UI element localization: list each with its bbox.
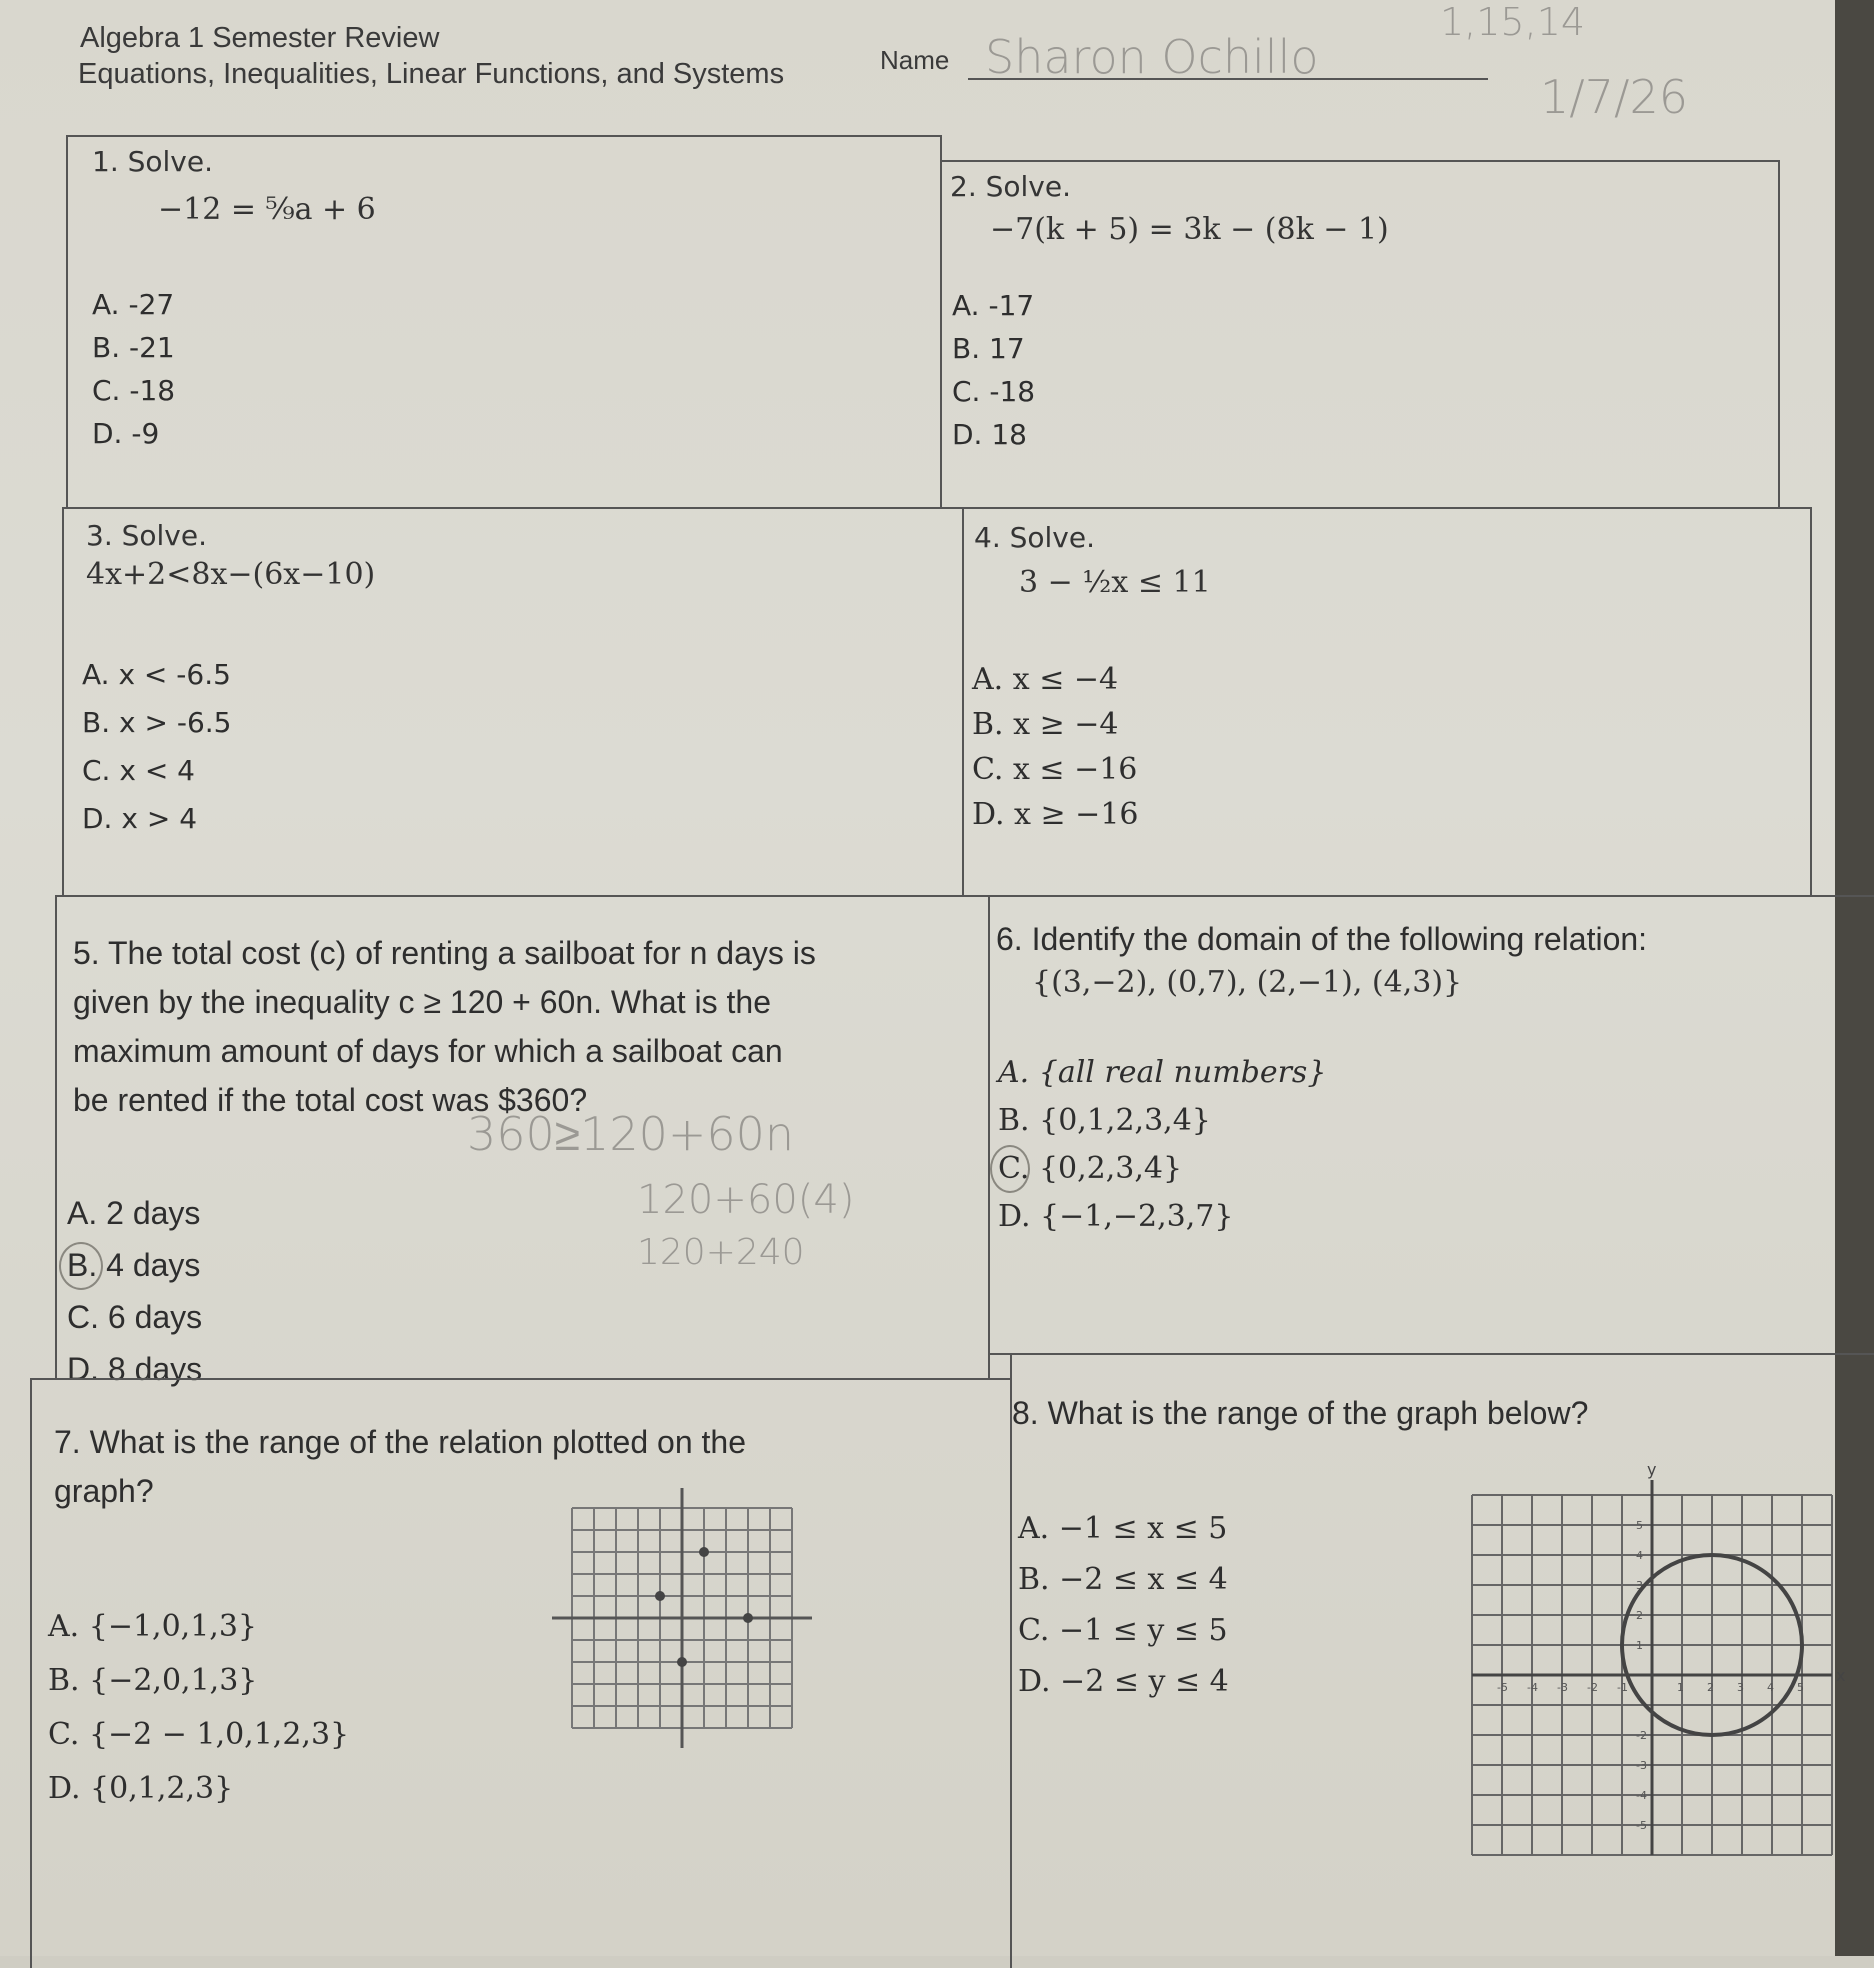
- question-6-relation: {(3,−2), (0,7), (2,−1), (4,3)}: [1032, 965, 1463, 1000]
- answer-circle-c: [990, 1145, 1030, 1193]
- option-b[interactable]: B. {0,1,2,3,4}: [998, 1103, 1211, 1138]
- x-tick-label: -5: [1497, 1681, 1508, 1694]
- option-a[interactable]: A. x ≤ −4: [972, 662, 1119, 697]
- y-tick-label: -3: [1636, 1759, 1647, 1772]
- answer-circle-b: [59, 1242, 103, 1290]
- question-8-prompt: 8. What is the range of the graph below?: [1012, 1395, 1589, 1431]
- option-c[interactable]: C. {0,2,3,4}: [998, 1151, 1183, 1186]
- option-b[interactable]: B. {−2,0,1,3}: [48, 1663, 258, 1698]
- option-d[interactable]: D. {−1,−2,3,7}: [998, 1199, 1234, 1234]
- worksheet-subtitle: Equations, Inequalities, Linear Functions, and Systems: [78, 58, 785, 90]
- y-tick-label: 3: [1636, 1579, 1643, 1592]
- x-tick-label: -3: [1557, 1681, 1568, 1694]
- question-6-cell: [988, 895, 1874, 1355]
- question-2-cell: [940, 160, 1780, 509]
- option-c[interactable]: C. -18: [952, 375, 1036, 408]
- question-1-prompt: 1. Solve.: [92, 145, 213, 178]
- option-a[interactable]: A. {−1,0,1,3}: [48, 1609, 258, 1644]
- option-d[interactable]: D. −2 ≤ y ≤ 4: [1018, 1664, 1229, 1699]
- question-4-prompt: 4. Solve.: [974, 521, 1095, 554]
- option-b[interactable]: B. -21: [92, 331, 175, 364]
- question-7-graph: [552, 1488, 812, 1748]
- question-4-cell: [962, 507, 1812, 897]
- question-5-prompt-line: 5. The total cost (c) of renting a sailboat for n days is: [73, 935, 816, 971]
- x-tick-label: 2: [1707, 1681, 1714, 1694]
- question-7-prompt-line: 7. What is the range of the relation plotted on the: [54, 1424, 746, 1460]
- question-5-prompt-line: given by the inequality c ≥ 120 + 60n. What is the: [73, 984, 771, 1020]
- x-tick-label: 3: [1737, 1681, 1744, 1694]
- question-7-cell: [30, 1378, 1012, 1968]
- handwritten-work: 120+240: [637, 1232, 805, 1273]
- option-a[interactable]: A. −1 ≤ x ≤ 5: [1018, 1511, 1228, 1546]
- option-c[interactable]: C. x ≤ −16: [972, 752, 1138, 787]
- question-3-equation: 4x+2<8x−(6x−10): [86, 557, 376, 592]
- question-1-cell: [66, 135, 942, 509]
- option-b[interactable]: B. 17: [952, 332, 1025, 365]
- option-d[interactable]: D. {0,1,2,3}: [48, 1771, 234, 1806]
- question-3-cell: [62, 507, 964, 897]
- option-d[interactable]: D. x > 4: [82, 802, 198, 835]
- question-8-graph: [1462, 1450, 1846, 1870]
- option-a[interactable]: A. -27: [92, 288, 175, 321]
- handwritten-date: 1/7/26: [1540, 70, 1689, 124]
- x-tick-label: 5: [1797, 1681, 1804, 1694]
- y-tick-label: -4: [1636, 1789, 1647, 1802]
- worksheet-title: Algebra 1 Semester Review: [80, 22, 440, 54]
- plot-point: [699, 1547, 709, 1557]
- handwritten-work: 120+60(4): [637, 1177, 855, 1223]
- x-axis-label: x: [1836, 1666, 1846, 1685]
- option-b[interactable]: B. −2 ≤ x ≤ 4: [1018, 1562, 1228, 1597]
- option-d[interactable]: D. 18: [952, 418, 1027, 451]
- question-5-cell: [55, 895, 990, 1387]
- option-a[interactable]: A. {all real numbers}: [998, 1055, 1327, 1090]
- question-6-prompt: 6. Identify the domain of the following relation:: [996, 921, 1648, 957]
- y-tick-label: 4: [1636, 1549, 1643, 1562]
- question-7-prompt-line: graph?: [54, 1473, 154, 1509]
- y-axis-label: y: [1647, 1460, 1657, 1479]
- option-c[interactable]: C. -18: [92, 374, 176, 407]
- option-c[interactable]: C. x < 4: [82, 754, 195, 787]
- question-5-prompt-line: be rented if the total cost was $360?: [73, 1082, 588, 1118]
- handwritten-note: 1,15,14: [1440, 0, 1586, 44]
- handwritten-work: 360≥120+60n: [467, 1107, 795, 1161]
- question-5-prompt-line: maximum amount of days for which a sailboat can: [73, 1033, 783, 1069]
- plot-point: [743, 1613, 753, 1623]
- x-tick-label: 4: [1767, 1681, 1774, 1694]
- option-a[interactable]: A. 2 days: [67, 1195, 201, 1231]
- option-d[interactable]: D. x ≥ −16: [972, 797, 1139, 832]
- x-tick-label: -2: [1587, 1681, 1598, 1694]
- y-tick-label: 1: [1636, 1639, 1643, 1652]
- x-tick-label: 1: [1677, 1681, 1684, 1694]
- option-a[interactable]: A. -17: [952, 289, 1035, 322]
- option-c[interactable]: C. −1 ≤ y ≤ 5: [1018, 1613, 1228, 1648]
- plot-point: [677, 1657, 687, 1667]
- x-tick-label: -4: [1527, 1681, 1538, 1694]
- plot-point: [655, 1591, 665, 1601]
- handwritten-name: Sharon Ochillo: [985, 30, 1319, 84]
- option-c[interactable]: C. {−2 − 1,0,1,2,3}: [48, 1717, 350, 1752]
- question-2-prompt: 2. Solve.: [950, 170, 1071, 203]
- y-tick-label: 5: [1636, 1519, 1643, 1532]
- option-b[interactable]: B. x > -6.5: [82, 706, 232, 739]
- y-tick-label: -5: [1636, 1819, 1647, 1832]
- option-d[interactable]: D. 8 days: [67, 1351, 203, 1387]
- question-3-prompt: 3. Solve.: [86, 519, 207, 552]
- option-a[interactable]: A. x < -6.5: [82, 658, 231, 691]
- option-d[interactable]: D. -9: [92, 417, 160, 450]
- question-4-equation: 3 − ½x ≤ 11: [1019, 565, 1211, 600]
- question-1-equation: −12 = ⁵⁄₉a + 6: [158, 192, 376, 227]
- x-tick-label: -1: [1617, 1681, 1628, 1694]
- option-b[interactable]: B. x ≥ −4: [972, 707, 1119, 742]
- y-tick-label: -2: [1636, 1729, 1647, 1742]
- option-c[interactable]: C. 6 days: [67, 1299, 203, 1335]
- y-tick-label: 2: [1636, 1609, 1643, 1622]
- question-8-cell: [1010, 1353, 1874, 1968]
- name-label: Name: [880, 45, 950, 75]
- option-b[interactable]: B. 4 days: [67, 1247, 201, 1283]
- question-2-equation: −7(k + 5) = 3k − (8k − 1): [990, 212, 1389, 247]
